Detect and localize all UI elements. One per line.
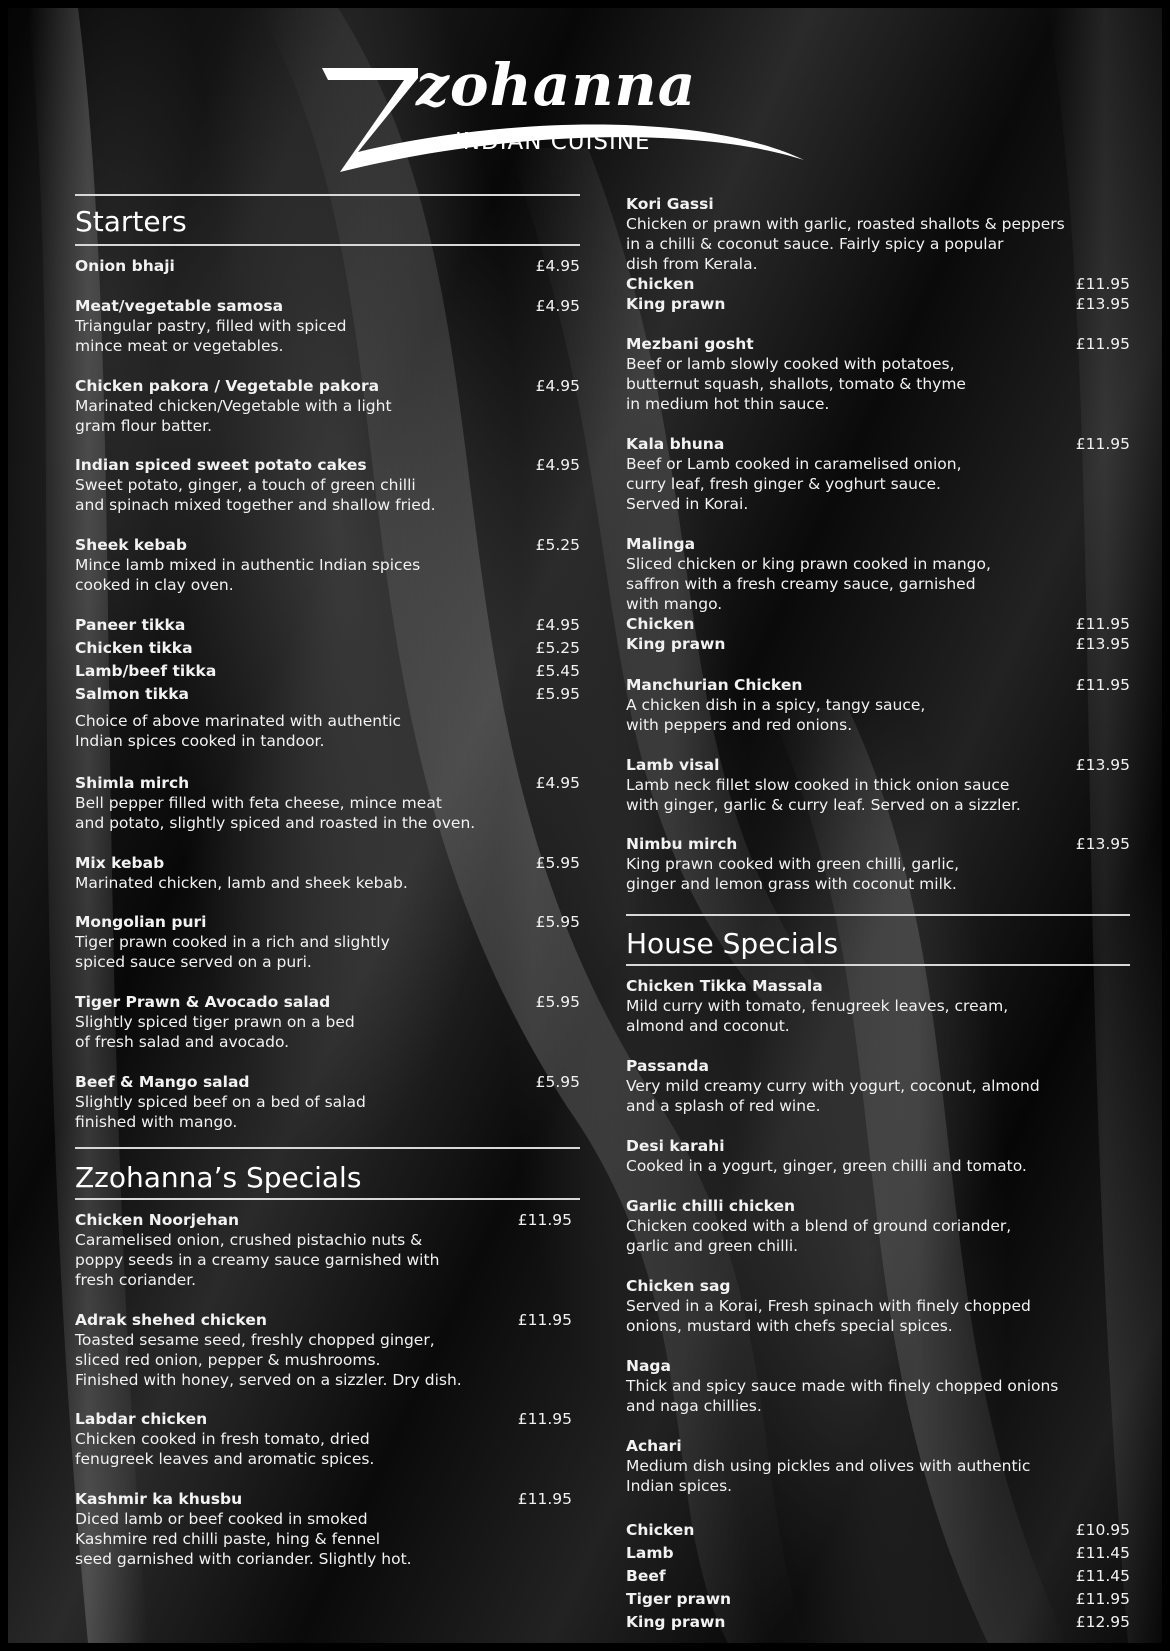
item-price: £11.95	[517, 1311, 572, 1329]
item-description: Beef or Lamb cooked in caramelised onion,	[626, 455, 962, 473]
item-description: A chicken dish in a spicy, tangy sauce,	[626, 696, 926, 714]
item-price: £13.95	[1075, 835, 1130, 853]
option-price: £12.95	[1075, 1613, 1130, 1631]
item-description: garlic and green chilli.	[626, 1237, 799, 1255]
item-option	[626, 294, 1130, 314]
option-price: £13.95	[1075, 295, 1130, 313]
item-price: £4.95	[535, 774, 580, 792]
house-price-list	[626, 1520, 1130, 1635]
item-option	[626, 614, 1130, 634]
item-description: fresh coriander.	[75, 1271, 197, 1289]
menu-item	[626, 534, 1130, 654]
item-description: Cooked in a yogurt, ginger, green chilli and tomato.	[626, 1157, 1027, 1175]
option-price: £11.95	[1075, 275, 1130, 293]
tikka-row	[75, 661, 580, 684]
menu-item	[626, 976, 1130, 1036]
item-description: in a chilli & coconut sauce. Fairly spicy a popular	[626, 235, 1004, 253]
item-description: Toasted sesame seed, freshly chopped ginger,	[75, 1331, 435, 1349]
item-description: Marinated chicken/Vegetable with a light	[75, 397, 392, 415]
item-description: Served in Korai.	[626, 495, 749, 513]
menu-page	[8, 8, 1162, 1643]
item-description: Tiger prawn cooked in a rich and slightly	[75, 933, 390, 951]
item-description: Mince lamb mixed in authentic Indian spices	[75, 556, 421, 574]
divider	[75, 1198, 580, 1200]
item-description: Choice of above marinated with authentic	[75, 712, 402, 730]
item-price: £5.95	[535, 1073, 580, 1091]
item-description: Thick and spicy sauce made with finely chopped onions	[626, 1377, 1059, 1395]
item-price: £5.45	[535, 662, 580, 680]
item-name: Garlic chilli chicken	[626, 1197, 796, 1215]
item-option	[626, 634, 1130, 654]
tikka-row	[75, 684, 580, 711]
item-description: Beef or lamb slowly cooked with potatoes,	[626, 355, 955, 373]
item-name: Onion bhaji	[75, 257, 175, 275]
item-description: Finished with honey, served on a sizzler. Dry dish.	[75, 1371, 462, 1389]
item-name: Shimla mirch	[75, 774, 190, 792]
brand-name: zohanna	[416, 51, 697, 119]
option-price: £13.95	[1075, 635, 1130, 653]
item-name: Labdar chicken	[75, 1410, 208, 1428]
item-price: £11.95	[1075, 335, 1130, 353]
menu-item	[626, 1276, 1130, 1336]
option-price: £10.95	[1075, 1521, 1130, 1539]
item-name: Mongolian puri	[75, 913, 207, 931]
item-description: of fresh salad and avocado.	[75, 1033, 290, 1051]
item-description: Chicken cooked with a blend of ground coriander,	[626, 1217, 1012, 1235]
brand-tagline: INDIAN CUISINE	[455, 129, 651, 155]
section-title-zzohanna-specials: Zzohanna’s Specials	[75, 1161, 362, 1194]
item-description: gram flour batter.	[75, 417, 213, 435]
item-price: £4.95	[535, 377, 580, 395]
item-description: onions, mustard with chefs special spices.	[626, 1317, 953, 1335]
menu-item	[626, 1136, 1130, 1176]
item-name: Nimbu mirch	[626, 835, 738, 853]
price-row	[626, 1566, 1130, 1589]
item-name: Chicken sag	[626, 1277, 731, 1295]
item-name: Meat/vegetable samosa	[75, 297, 284, 315]
item-name: Kashmir ka khusbu	[75, 1490, 243, 1508]
item-name: Naga	[626, 1357, 671, 1375]
option-name: King prawn	[626, 1613, 726, 1631]
item-description: dish from Kerala.	[626, 255, 758, 273]
menu-item	[75, 376, 580, 436]
menu-item	[75, 256, 580, 276]
item-description: poppy seeds in a creamy sauce garnished with	[75, 1251, 440, 1269]
item-name: Indian spiced sweet potato cakes	[75, 456, 367, 474]
option-name: Lamb	[626, 1544, 674, 1562]
menu-item	[626, 434, 1130, 514]
item-description: Very mild creamy curry with yogurt, coconut, almond	[626, 1077, 1040, 1095]
item-description: Diced lamb or beef cooked in smoked	[75, 1510, 368, 1528]
item-description: King prawn cooked with green chilli, garlic,	[626, 855, 960, 873]
price-row	[626, 1612, 1130, 1635]
tikka-group	[75, 615, 580, 751]
item-description: Indian spices cooked in tandoor.	[75, 732, 325, 750]
tikka-row	[75, 638, 580, 661]
menu-item	[626, 755, 1130, 815]
item-description: fenugreek leaves and aromatic spices.	[75, 1450, 375, 1468]
item-description: Indian spices.	[626, 1477, 733, 1495]
section-title-starters: Starters	[75, 205, 187, 238]
price-row	[626, 1543, 1130, 1566]
item-name: Passanda	[626, 1057, 709, 1075]
item-name: Adrak shehed chicken	[75, 1311, 267, 1329]
divider	[75, 194, 580, 196]
item-name: Beef & Mango salad	[75, 1073, 250, 1091]
menu-item	[626, 1356, 1130, 1416]
item-name: Paneer tikka	[75, 616, 186, 634]
divider	[75, 1147, 580, 1149]
item-description: with ginger, garlic & curry leaf. Served on a sizzler.	[626, 796, 1021, 814]
menu-item	[626, 1196, 1130, 1256]
item-name: Desi karahi	[626, 1137, 725, 1155]
item-description: Marinated chicken, lamb and sheek kebab.	[75, 874, 408, 892]
item-price: £5.95	[535, 685, 580, 703]
menu-item	[626, 194, 1130, 314]
item-description: and spinach mixed together and shallow fried.	[75, 496, 436, 514]
item-description: Slightly spiced tiger prawn on a bed	[75, 1013, 355, 1031]
item-description: Lamb neck fillet slow cooked in thick onion sauce	[626, 776, 1010, 794]
divider	[626, 914, 1130, 916]
option-price: £11.45	[1075, 1567, 1130, 1585]
item-description: Caramelised onion, crushed pistachio nuts &	[75, 1231, 423, 1249]
menu-item	[75, 912, 580, 972]
option-price: £11.95	[1075, 615, 1130, 633]
item-name: Salmon tikka	[75, 685, 189, 703]
item-price: £4.95	[535, 456, 580, 474]
menu-item	[75, 853, 580, 893]
item-description: curry leaf, fresh ginger & yoghurt sauce.	[626, 475, 941, 493]
item-description: cooked in clay oven.	[75, 576, 234, 594]
divider	[626, 964, 1130, 966]
menu-item	[75, 773, 580, 833]
item-name: Chicken tikka	[75, 639, 193, 657]
item-price: £5.95	[535, 854, 580, 872]
item-description: ginger and lemon grass with coconut milk.	[626, 875, 957, 893]
item-description: seed garnished with coriander. Slightly hot.	[75, 1550, 412, 1568]
item-name: Chicken Noorjehan	[75, 1211, 240, 1229]
item-price: £5.25	[535, 536, 580, 554]
menu-item	[75, 455, 580, 515]
item-description: spiced sauce served on a puri.	[75, 953, 312, 971]
menu-item	[626, 675, 1130, 735]
menu-item	[75, 1409, 572, 1469]
item-name: Mezbani gosht	[626, 335, 754, 353]
item-price: £4.95	[535, 257, 580, 275]
item-description: Served in a Korai, Fresh spinach with finely chopped	[626, 1297, 1031, 1315]
option-name: Chicken	[626, 1521, 695, 1539]
price-row	[626, 1589, 1130, 1612]
item-price: £4.95	[535, 297, 580, 315]
item-price: £13.95	[1075, 756, 1130, 774]
item-description: Sweet potato, ginger, a touch of green chilli	[75, 476, 416, 494]
item-name: Chicken Tikka Massala	[626, 977, 823, 995]
item-description: finished with mango.	[75, 1113, 238, 1131]
item-description: saffron with a fresh creamy sauce, garnished	[626, 575, 976, 593]
item-description: Chicken or prawn with garlic, roasted shallots & peppers	[626, 215, 1065, 233]
option-name: King prawn	[626, 635, 726, 653]
item-name: Mix kebab	[75, 854, 165, 872]
item-name: Kori Gassi	[626, 195, 714, 213]
item-name: Achari	[626, 1437, 682, 1455]
option-price: £11.45	[1075, 1544, 1130, 1562]
price-row	[626, 1520, 1130, 1543]
item-description: and a splash of red wine.	[626, 1097, 821, 1115]
item-price: £11.95	[517, 1211, 572, 1229]
item-option	[626, 274, 1130, 294]
item-description: sliced red onion, pepper & mushrooms.	[75, 1351, 381, 1369]
item-description: Medium dish using pickles and olives with authentic	[626, 1457, 1031, 1475]
item-description: Sliced chicken or king prawn cooked in mango,	[626, 555, 991, 573]
menu-item	[75, 1210, 572, 1290]
option-name: Beef	[626, 1567, 666, 1585]
item-description: with peppers and red onions.	[626, 716, 853, 734]
item-price: £11.95	[1075, 676, 1130, 694]
menu-item	[75, 535, 580, 595]
item-description: Triangular pastry, filled with spiced	[75, 317, 347, 335]
item-price: £5.25	[535, 639, 580, 657]
menu-item	[75, 1489, 572, 1569]
menu-item	[75, 1072, 580, 1132]
item-name: Tiger Prawn & Avocado salad	[75, 993, 331, 1011]
item-description: Slightly spiced beef on a bed of salad	[75, 1093, 366, 1111]
item-description: with mango.	[626, 595, 723, 613]
tikka-row	[75, 615, 580, 638]
item-name: Lamb/beef tikka	[75, 662, 217, 680]
brand-logo	[318, 48, 858, 178]
item-name: Manchurian Chicken	[626, 676, 803, 694]
menu-item	[626, 1436, 1130, 1496]
item-price: £11.95	[517, 1410, 572, 1428]
item-price: £11.95	[1075, 435, 1130, 453]
menu-item	[626, 1056, 1130, 1116]
menu-item	[75, 1310, 572, 1390]
item-name: Chicken pakora / Vegetable pakora	[75, 377, 380, 395]
menu-item	[75, 296, 580, 356]
item-description: almond and coconut.	[626, 1017, 790, 1035]
option-name: King prawn	[626, 295, 726, 313]
item-description: Chicken cooked in fresh tomato, dried	[75, 1430, 370, 1448]
item-price: £4.95	[535, 616, 580, 634]
menu-item	[626, 834, 1130, 894]
option-name: Tiger prawn	[626, 1590, 732, 1608]
option-price: £11.95	[1075, 1590, 1130, 1608]
item-description: Bell pepper filled with feta cheese, mince meat	[75, 794, 442, 812]
item-name: Kala bhuna	[626, 435, 725, 453]
divider	[75, 244, 580, 246]
option-name: Chicken	[626, 615, 695, 633]
item-name: Malinga	[626, 535, 696, 553]
item-description: butternut squash, shallots, tomato & thyme	[626, 375, 966, 393]
option-name: Chicken	[626, 275, 695, 293]
item-price: £11.95	[517, 1490, 572, 1508]
item-description: Kashmire red chilli paste, hing & fennel	[75, 1530, 381, 1548]
item-name: Lamb visal	[626, 756, 720, 774]
item-description: and potato, slightly spiced and roasted in the oven.	[75, 814, 476, 832]
item-price: £5.95	[535, 993, 580, 1011]
item-description: mince meat or vegetables.	[75, 337, 284, 355]
section-title-house-specials: House Specials	[626, 927, 839, 960]
item-description: Mild curry with tomato, fenugreek leaves, cream,	[626, 997, 1009, 1015]
menu-item	[626, 334, 1130, 414]
item-name: Sheek kebab	[75, 536, 187, 554]
menu-item	[75, 992, 580, 1052]
item-description: in medium hot thin sauce.	[626, 395, 830, 413]
item-description: and naga chillies.	[626, 1397, 762, 1415]
item-price: £5.95	[535, 913, 580, 931]
